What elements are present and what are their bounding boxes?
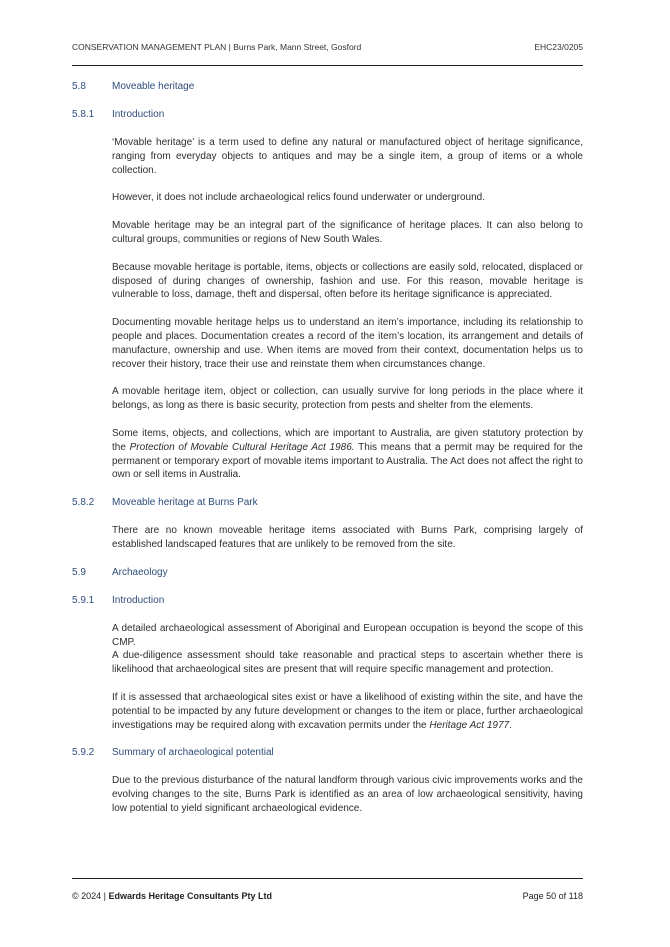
paragraph: A detailed archaeological assessment of Aboriginal and European occupation is beyond the scope of this CMP.	[112, 622, 583, 648]
heading-title: Summary of archaeological potential	[112, 747, 274, 759]
header-title: CONSERVATION MANAGEMENT PLAN | Burns Park, Mann Street, Gosford	[72, 42, 362, 52]
text-run: .	[509, 719, 512, 731]
heading-title: Archaeology	[112, 566, 168, 578]
text-run: Some items, objects, and collections, which are important to Australia, are given statutory protection by the	[112, 427, 583, 453]
section-5-8-1-body	[112, 136, 583, 482]
paragraph: There are no known moveable heritage items associated with Burns Park, comprising largely of established landscaped features that are unlikely to be removed from the site.	[112, 525, 583, 550]
heading-number: 5.9	[72, 566, 86, 578]
heading-number: 5.8.2	[72, 497, 95, 509]
paragraph: However, it does not include archaeological relics found underwater or underground.	[112, 192, 486, 204]
footer-copyright	[72, 891, 272, 901]
paragraph: A movable heritage item, object or collection, can usually survive for long periods in the place where it belongs, as long as there is basic security, protection from pests and shelter from the elements.	[112, 386, 583, 412]
heading-number: 5.8.1	[72, 109, 95, 120]
heading-5-8	[72, 80, 583, 94]
header-divider	[72, 65, 583, 66]
header-reference: EHC23/0205	[534, 42, 583, 52]
page-footer	[72, 889, 583, 903]
heading-5-8-1	[72, 108, 583, 122]
heading-5-9-2	[72, 746, 583, 760]
section-5-9-1-body	[112, 622, 583, 733]
company-name: Edwards Heritage Consultants Pty Ltd	[108, 891, 273, 901]
paragraph: Documenting movable heritage helps us to understand an item’s importance, including its relationship to people and places. Documentation creates a record of the item’s location, its arrangement and details of manufacture, ownership and use. When items are moved from their context, documentation helps us to recover their history, trace their use and reinstate them when circumstances change.	[112, 317, 583, 370]
main-content	[72, 80, 583, 830]
heading-title: Moveable heritage	[112, 81, 195, 92]
copyright-text: © 2024 |	[72, 891, 109, 901]
page-number: Page 50 of 118	[522, 891, 583, 901]
heading-5-9	[72, 566, 583, 580]
paragraph	[112, 691, 583, 732]
paragraph: Due to the previous disturbance of the natural landform through various civic improvements works and the evolving changes to the site, Burns Park is identified as an area of low archaeological sensitivity, having low potential to yield significant archaeological evidence.	[112, 775, 583, 814]
heading-number: 5.8	[72, 81, 86, 92]
heading-5-8-2	[72, 496, 583, 510]
section-5-8-2-body	[112, 524, 583, 552]
text-run: This means that a permit may be required for the permanent or temporary export of movable items important to Australia. The Act does not affect the right to own or sell items in Australia.	[112, 441, 583, 481]
paragraph: A due-diligence assessment should take reasonable and practical steps to ascertain whether there is likelihood that archaeological sites are present that will require specific management and protection.	[112, 650, 583, 676]
act-title: Protection of Movable Cultural Heritage Act 1986.	[129, 441, 355, 453]
heading-title: Moveable heritage at Burns Park	[112, 497, 258, 509]
text-run: If it is assessed that archaeological sites exist or have a likelihood of existing within the site, and have the potential to be impacted by any future development or changes to the item or place, further archaeological investigations may be required along with excavation permits under the	[112, 691, 583, 731]
heading-title: Introduction	[112, 594, 165, 606]
heading-5-9-1	[72, 594, 583, 608]
paragraph: Because movable heritage is portable, items, objects or collections are easily sold, relocated, displaced or disposed of during changes of ownership, fashion and use. For this reason, movable heritage is vulnerable to loss, damage, theft and dispersal, often before its heritage significance is appreciated.	[112, 261, 583, 301]
heading-number: 5.9.1	[72, 594, 95, 606]
page-header	[72, 40, 583, 54]
footer-divider	[72, 878, 583, 879]
paragraph	[112, 427, 583, 482]
heading-title: Introduction	[112, 109, 165, 120]
paragraph: Movable heritage may be an integral part of the significance of heritage places. It can also belong to cultural groups, communities or regions of New South Wales.	[112, 220, 583, 245]
heading-number: 5.9.2	[72, 747, 95, 759]
section-5-9-2-body	[112, 774, 583, 815]
paragraph: ‘Movable heritage’ is a term used to define any natural or manufactured object of heritage significance, ranging from everyday objects to antiques and may be a single item, a group of items or a whole collection.	[112, 137, 583, 176]
act-title: Heritage Act 1977	[429, 719, 510, 731]
